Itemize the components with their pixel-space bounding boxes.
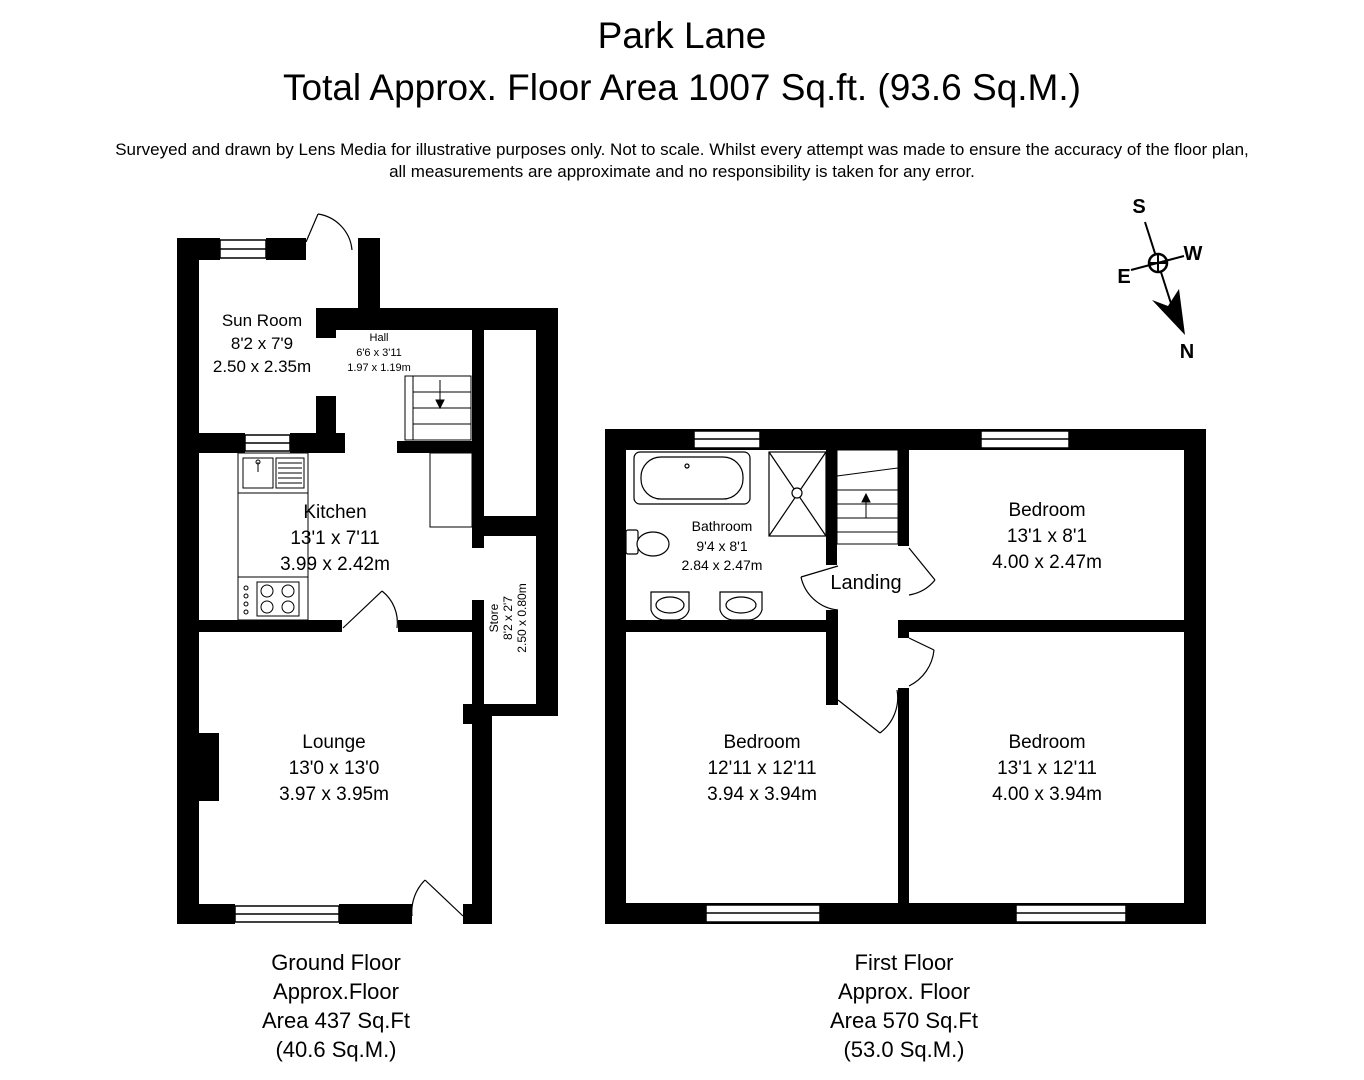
bathroom-imperial: 9'4 x 8'1	[696, 538, 748, 554]
sun-room-metric: 2.50 x 2.35m	[212, 357, 312, 376]
first-floor-plan	[605, 429, 1206, 924]
first-floor-label-line-4: (53.0 Sq.M.)	[843, 1037, 965, 1062]
ground-floor-label-line-3: Area 437 Sq.Ft	[262, 1008, 410, 1033]
ground-floor-label-line-4: (40.6 Sq.M.)	[275, 1037, 397, 1062]
bedroom-right-name: Bedroom	[1008, 732, 1086, 753]
disclaimer-line-1: Surveyed and drawn by Lens Media for illustrative purposes only. Not to scale. Whilst every attempt was made to ensure the accuracy of the floor plan,	[115, 140, 1249, 159]
ground-floor-label-line-1: Ground Floor	[271, 950, 401, 975]
room-label-bedroom-left	[707, 732, 817, 805]
lounge-imperial: 13'0 x 13'0	[288, 758, 380, 779]
landing-name: Landing	[830, 572, 902, 594]
bedroom-front-imperial: 13'1 x 8'1	[1006, 526, 1088, 547]
room-label-lounge	[279, 732, 389, 805]
sun-room-imperial: 8'2 x 7'9	[230, 334, 294, 353]
disclaimer-line-2: all measurements are approximate and no responsibility is taken for any error.	[389, 162, 975, 181]
ground-floor-label-line-2: Approx.Floor	[273, 979, 399, 1004]
compass-s-label: S	[1132, 196, 1146, 218]
bathroom-name: Bathroom	[691, 518, 753, 534]
store-metric: 2.50 x 0.80m	[515, 583, 529, 653]
room-label-sun-room	[213, 311, 311, 376]
page-title: Park Lane	[597, 15, 767, 56]
lounge-name: Lounge	[302, 732, 366, 753]
ground-floor-area-label	[236, 948, 436, 1064]
total-area-subtitle: Total Approx. Floor Area 1007 Sq.ft. (93.6 Sq.M.)	[283, 67, 1081, 108]
first-floor-area-label	[794, 948, 1014, 1064]
lounge-metric: 3.97 x 3.95m	[279, 784, 389, 805]
store-imperial: 8'2 x 2'7	[501, 596, 515, 640]
bedroom-right-imperial: 13'1 x 12'11	[997, 758, 1097, 779]
room-label-bedroom-right	[992, 732, 1102, 805]
room-label-bathroom	[682, 518, 763, 573]
room-label-store	[487, 583, 529, 652]
compass-w-label: W	[1183, 243, 1203, 265]
first-floor-label-line-1: First Floor	[854, 950, 954, 975]
bedroom-front-metric: 4.00 x 2.47m	[992, 552, 1102, 573]
bedroom-left-imperial: 12'11 x 12'11	[707, 758, 817, 779]
kitchen-metric: 3.99 x 2.42m	[280, 554, 390, 575]
compass-n-label: N	[1179, 341, 1195, 363]
first-floor-stairs	[837, 450, 898, 544]
bedroom-right-metric: 4.00 x 3.94m	[992, 784, 1102, 805]
bedroom-front-name: Bedroom	[1008, 500, 1086, 521]
hall-imperial: 6'6 x 3'11	[356, 347, 402, 359]
kitchen-name: Kitchen	[303, 502, 367, 523]
hall-name: Hall	[369, 332, 389, 344]
room-label-kitchen	[280, 502, 390, 575]
store-name: Store	[487, 603, 501, 633]
hall-metric: 1.97 x 1.19m	[347, 362, 411, 374]
first-floor-label-line-2: Approx. Floor	[837, 979, 971, 1004]
bedroom-left-metric: 3.94 x 3.94m	[707, 784, 817, 805]
compass-e-label: E	[1117, 266, 1131, 288]
compass-icon	[1117, 196, 1202, 363]
bedroom-left-name: Bedroom	[723, 732, 801, 753]
bathroom-metric: 2.84 x 2.47m	[681, 557, 763, 573]
kitchen-imperial: 13'1 x 7'11	[290, 528, 380, 549]
room-label-bedroom-front	[992, 500, 1102, 573]
room-label-hall	[347, 332, 411, 374]
bathroom-fittings	[626, 452, 826, 620]
first-floor-walls	[605, 429, 1206, 924]
first-floor-label-line-3: Area 570 Sq.Ft	[830, 1008, 978, 1033]
sun-room-name: Sun Room	[221, 311, 303, 330]
